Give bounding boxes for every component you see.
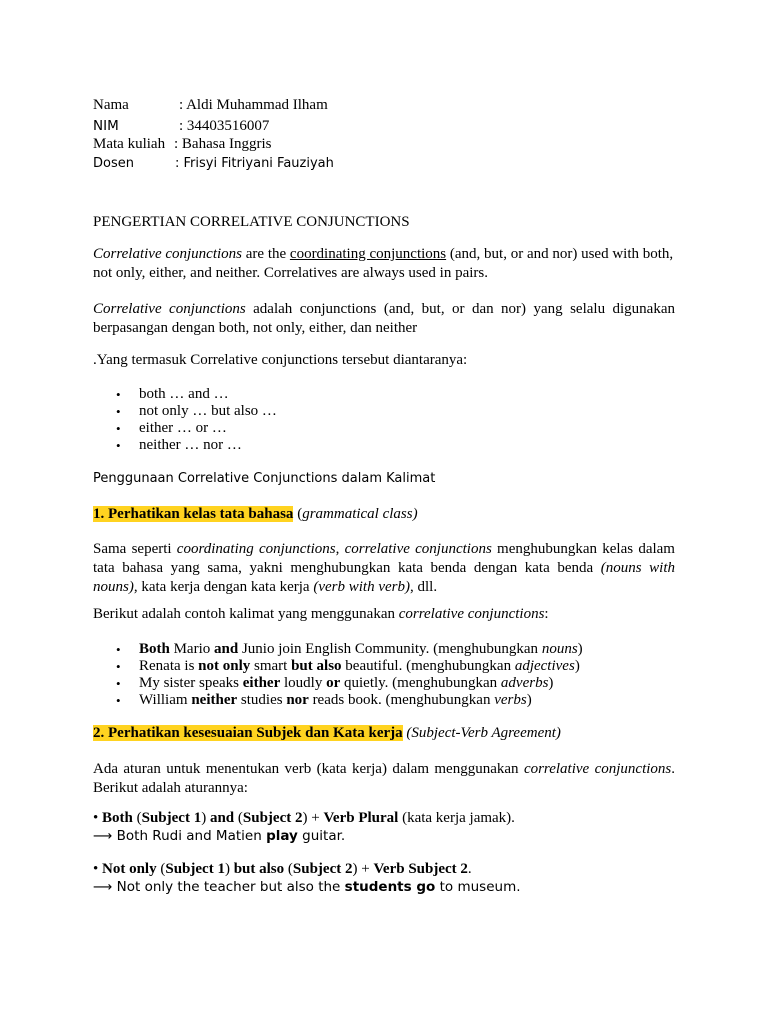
text: : (544, 606, 549, 622)
text: correlative conjunctions (398, 606, 545, 622)
text: but also (233, 861, 285, 877)
section-2-paragraph (93, 760, 675, 798)
text: ) (224, 861, 234, 877)
text: (and, but, or and nor) used with both, not only, either, and neither. Correlatives are always used in pairs. (93, 246, 674, 281)
list-item: • neither … nor … (116, 437, 277, 454)
text: ⟶ Not only the teacher but also the (93, 879, 345, 895)
text: are the (242, 246, 290, 262)
text: adjectives (514, 658, 575, 674)
text: either (242, 675, 281, 691)
text: Ada aturan untuk menentukan verb (kata kerja) dalam menggunakan (93, 761, 524, 777)
text: Verb Plural (323, 810, 399, 826)
text: ) (201, 810, 210, 826)
text: Subject 1 (165, 861, 225, 877)
text: William (139, 692, 192, 708)
section-1-title: 1. Perhatikan kelas tata bahasa (93, 506, 294, 522)
text: ( (132, 810, 142, 826)
rule-1 (93, 810, 515, 827)
header-dosen (93, 156, 334, 171)
text: Both (139, 641, 170, 657)
text: ( (234, 810, 243, 826)
text: (verb with verb) (313, 579, 410, 595)
list-item (116, 692, 583, 709)
text: Junio join English Community. (menghubungkan (238, 641, 542, 657)
text: students go (344, 879, 436, 895)
text: ( (156, 861, 166, 877)
list-item (116, 641, 583, 658)
text: (Subject-Verb Agreement) (402, 725, 561, 741)
paragraph-definition-en (93, 245, 675, 283)
examples-list (116, 641, 583, 709)
paragraph-definition-id (93, 300, 675, 338)
text: , kata kerja dengan kata kerja (133, 579, 314, 595)
rule-1-example (93, 828, 345, 844)
text: Subject 1 (141, 810, 202, 826)
header-nama (93, 97, 328, 114)
text: correlative conjunctions (523, 761, 672, 777)
nim-label: NIM (93, 118, 119, 134)
list-item: • both … and … (116, 386, 277, 403)
text: beautiful. (menghubungkan (341, 658, 515, 674)
section-1-paragraph (93, 540, 675, 597)
text: Subject 2 (242, 810, 303, 826)
text: . Berikut adalah aturannya: (93, 761, 675, 796)
text: nouns (541, 641, 578, 657)
text: and (209, 810, 235, 826)
text: smart (250, 658, 292, 674)
text: ) (577, 641, 583, 657)
matkul-value: : Bahasa Inggris (174, 136, 272, 152)
text: loudly (280, 675, 327, 691)
text: (kata kerja jamak). (398, 810, 515, 826)
text: coordinating conjunctions (176, 541, 336, 557)
text: studies (237, 692, 287, 708)
text: play (266, 828, 298, 844)
text: , dll. (409, 579, 438, 595)
text: neither (191, 692, 238, 708)
text: Mario (169, 641, 215, 657)
matkul-label: Mata kuliah (93, 136, 166, 152)
dosen-label: Dosen (93, 156, 134, 171)
text: ) (548, 675, 554, 691)
section-2-heading (93, 725, 561, 742)
nama-label: Nama (93, 97, 129, 113)
term-italic: Correlative conjunctions (93, 246, 243, 262)
header-nim (93, 118, 269, 135)
text: ( (284, 861, 293, 877)
list-item: • not only … but also … (116, 403, 277, 420)
nim-value: : 34403516007 (179, 118, 270, 134)
header-matkul (93, 136, 271, 153)
text: ( (293, 506, 303, 522)
section-heading: Penggunaan Correlative Conjunctions dalam Kalimat (93, 471, 436, 486)
text: Sama seperti (93, 541, 177, 557)
examples-intro (93, 606, 549, 623)
text: reads book. (menghubungkan (308, 692, 495, 708)
text: Renata is (139, 658, 199, 674)
list-item (116, 658, 583, 675)
text: menghubungkan kelas dalam tata bahasa yang sama, yakni menghubungkan kata benda dengan kata benda (93, 541, 675, 576)
text: Verb Subject 2 (373, 861, 468, 877)
term-italic: Correlative conjunctions (93, 301, 246, 317)
text: Berikut adalah contoh kalimat yang menggunakan (93, 606, 399, 622)
text: My sister speaks (139, 675, 243, 691)
section-2-title: 2. Perhatikan kesesuaian Subjek dan Kata kerja (93, 725, 403, 741)
text: but also (291, 658, 342, 674)
text: ) + (302, 810, 324, 826)
text: guitar. (297, 828, 346, 844)
text: ) + (352, 861, 374, 877)
text: adverbs (500, 675, 549, 691)
text: Not only (102, 861, 157, 877)
list-item (116, 675, 583, 692)
dosen-value: : Frisyi Fitriyani Fauziyah (175, 156, 334, 171)
list-item: • either … or … (116, 420, 277, 437)
rule-2 (93, 861, 472, 878)
text: or (326, 675, 341, 691)
text: verbs (494, 692, 527, 708)
text: to museum. (435, 879, 521, 895)
text: , (335, 541, 345, 557)
rule-2-example (93, 879, 521, 895)
text: grammatical class) (302, 506, 418, 522)
bullet: • (93, 810, 103, 826)
section-1-heading (93, 506, 418, 523)
text: correlative conjunctions (344, 541, 492, 557)
page-title: PENGERTIAN CORRELATIVE CONJUNCTIONS (93, 214, 410, 230)
text: not only (198, 658, 251, 674)
nama-value: : Aldi Muhammad Ilham (179, 97, 328, 113)
pairs-list (116, 386, 277, 454)
paragraph-list-intro: .Yang termasuk Correlative conjunctions tersebut diantaranya: (93, 352, 468, 368)
bullet: • (93, 861, 103, 877)
text: . (467, 861, 472, 877)
text: ⟶ Both Rudi and Matien (93, 828, 267, 844)
coordinating-conjunctions-link[interactable]: coordinating conjunctions (289, 246, 447, 262)
text: ) (574, 658, 580, 674)
text: ) (526, 692, 532, 708)
text: (nouns with nouns) (93, 560, 675, 595)
text: adalah conjunctions (and, but, or dan nor) yang selalu digunakan berpasangan dengan both, not only, either, dan neither (93, 301, 675, 336)
text: nor (286, 692, 309, 708)
text: Subject 2 (292, 861, 353, 877)
text: and (214, 641, 239, 657)
text: quietly. (menghubungkan (340, 675, 501, 691)
text: Both (102, 810, 133, 826)
